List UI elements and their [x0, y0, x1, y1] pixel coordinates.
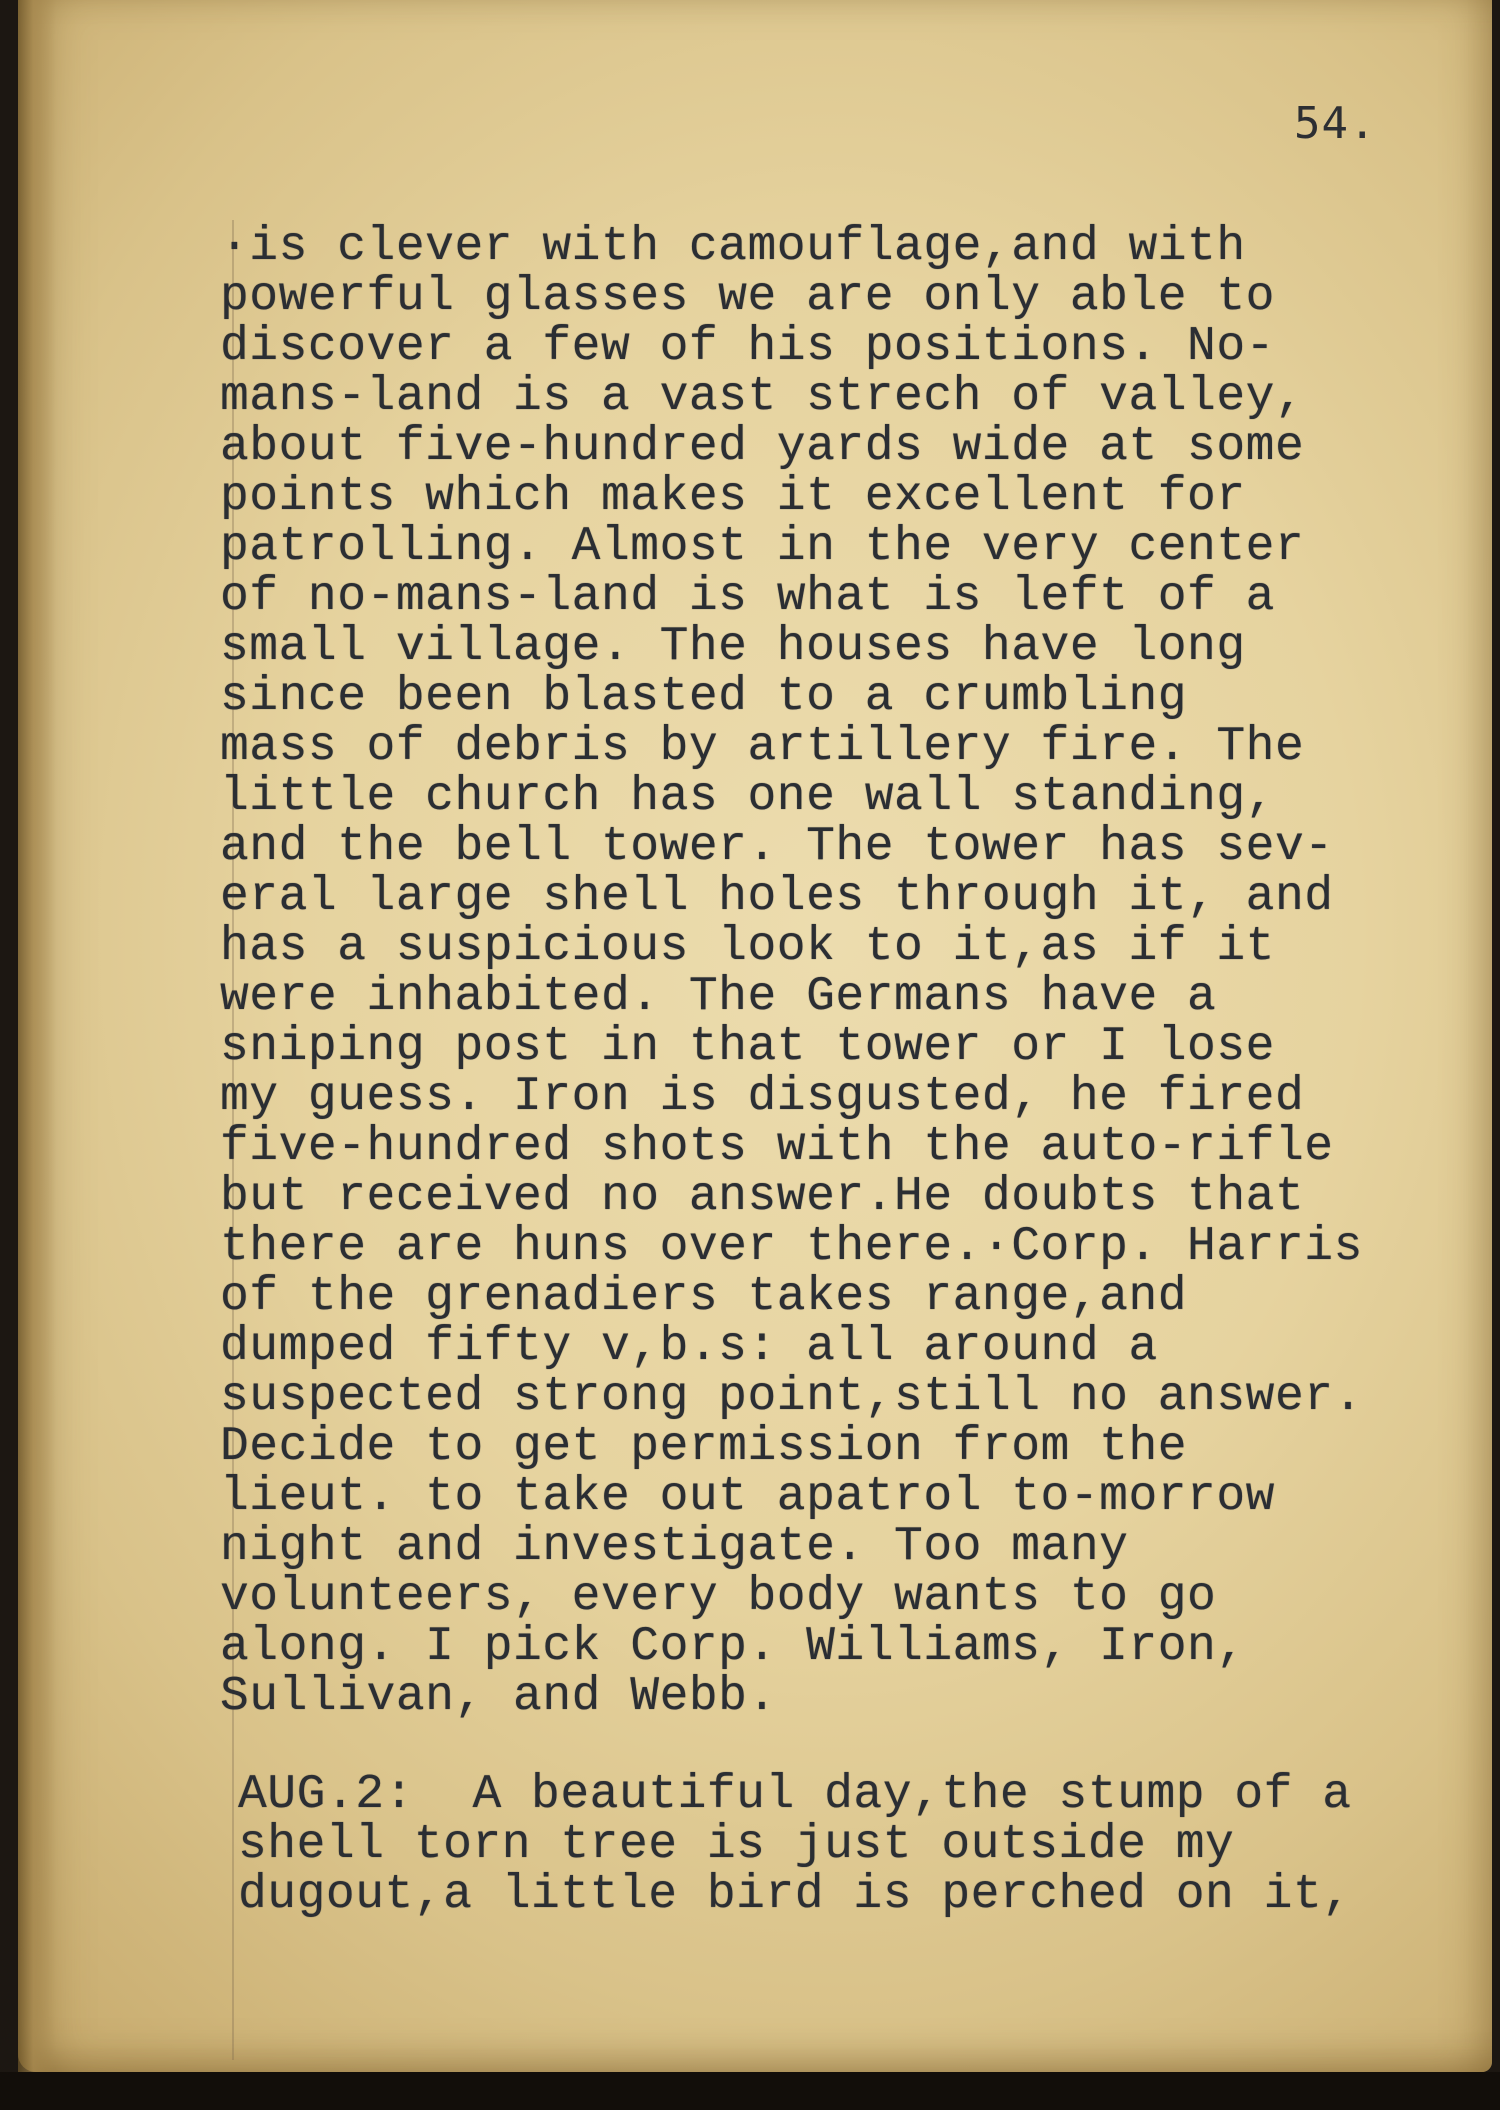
text-line: mans-land is a vast strech of valley, — [220, 370, 1305, 424]
text-line: powerful glasses we are only able to — [220, 270, 1275, 324]
body-text — [220, 222, 1460, 1722]
text-line: were inhabited. The Germans have a — [220, 970, 1217, 1024]
entry-line: AUG.2: A beautiful day,the stump of a — [238, 1768, 1352, 1822]
text-line: of no-mans-land is what is left of a — [220, 570, 1275, 624]
page-number: 54. — [1294, 98, 1377, 149]
text-line: volunteers, every body wants to go — [220, 1570, 1217, 1624]
text-line: along. I pick Corp. Williams, Iron, — [220, 1620, 1246, 1674]
text-line: five-hundred shots with the auto-rifle — [220, 1120, 1334, 1174]
text-line: small village. The houses have long — [220, 620, 1246, 674]
text-line: lieut. to take out apatrol to-morrow — [220, 1470, 1275, 1524]
text-line: little church has one wall standing, — [220, 770, 1275, 824]
text-line: has a suspicious look to it,as if it — [220, 920, 1275, 974]
text-line: discover a few of his positions. No- — [220, 320, 1275, 374]
text-line: dumped fifty v,b.s: all around a — [220, 1320, 1158, 1374]
text-line: about five-hundred yards wide at some — [220, 420, 1305, 474]
page-gutter-shadow — [18, 0, 56, 2072]
text-line: Sullivan, and Webb. — [220, 1670, 777, 1724]
entry-line: shell torn tree is just outside my — [238, 1818, 1235, 1872]
text-line: of the grenadiers takes range,and — [220, 1270, 1188, 1324]
text-line: and the bell tower. The tower has sev- — [220, 820, 1334, 874]
bottom-edge-shadow — [0, 2072, 1500, 2110]
text-line: Decide to get permission from the — [220, 1420, 1188, 1474]
text-line: there are huns over there.·Corp. Harris — [220, 1220, 1363, 1274]
entry-line: dugout,a little bird is perched on it, — [238, 1868, 1352, 1922]
text-line: ·is clever with camouflage,and with — [220, 220, 1246, 274]
text-line: but received no answer.He doubts that — [220, 1170, 1305, 1224]
text-line: mass of debris by artillery fire. The — [220, 720, 1305, 774]
text-line: points which makes it excellent for — [220, 470, 1246, 524]
text-line: night and investigate. Too many — [220, 1520, 1129, 1574]
text-line: my guess. Iron is disgusted, he fired — [220, 1070, 1305, 1124]
text-line: patrolling. Almost in the very center — [220, 520, 1305, 574]
text-line: suspected strong point,still no answer. — [220, 1370, 1363, 1424]
text-line: eral large shell holes through it, and — [220, 870, 1334, 924]
text-line: since been blasted to a crumbling — [220, 670, 1188, 724]
text-line: sniping post in that tower or I lose — [220, 1020, 1275, 1074]
diary-entry-aug-2 — [238, 1768, 1478, 1922]
